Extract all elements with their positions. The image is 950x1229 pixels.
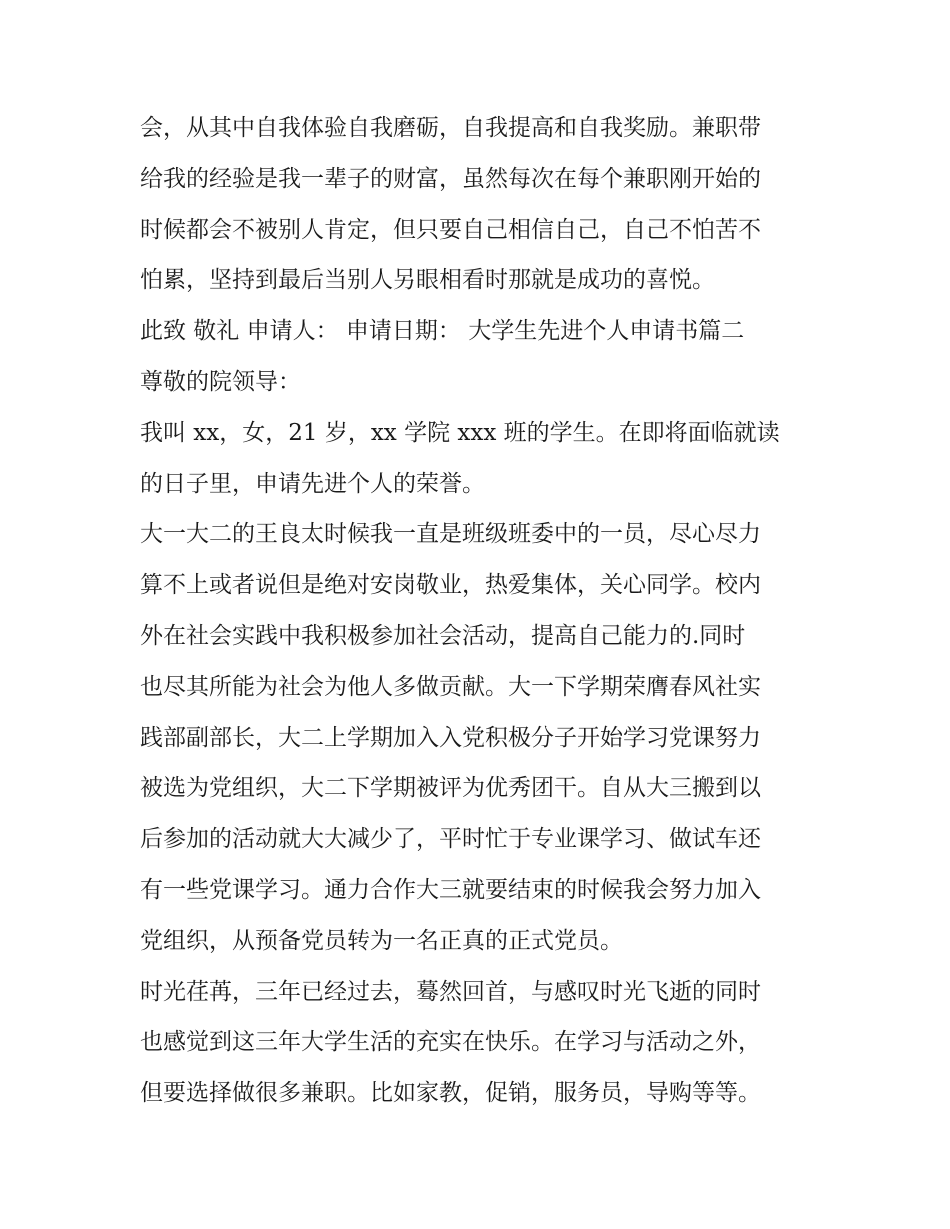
text-line: 被选为党组织，大二下学期被评为优秀团干。自从大三搬到以 (140, 775, 761, 802)
text-line: 尊敬的院领导： (140, 368, 301, 395)
text-line: 后参加的活动就大大减少了，平时忙于专业课学习、做试车还 (140, 826, 761, 853)
text-line: 怕累，坚持到最后当别人另眼相看时那就是成功的喜悦。 (140, 267, 715, 294)
text-line: 但要选择做很多兼职。比如家教，促销，服务员，导购等等。 (140, 1080, 761, 1107)
text-line: 的日子里，申请先进个人的荣誉。 (140, 470, 485, 497)
text-line: 给我的经验是我一辈子的财富，虽然每次在每个兼职刚开始的 (140, 165, 761, 192)
text-line: 也尽其所能为社会为他人多做贡献。大一下学期荣膺春风社实 (140, 673, 761, 700)
text-line: 此致 敬礼 申请人： 申请日期： 大学生先进个人申请书篇二 (140, 318, 745, 345)
text-line: 党组织，从预备党员转为一名正真的正式党员。 (140, 927, 623, 954)
text-line: 大一大二的王良太时候我一直是班级班委中的一员，尽心尽力 (140, 521, 761, 548)
text-line: 有一些党课学习。通力合作大三就要结束的时候我会努力加入 (140, 876, 761, 903)
text-line: 外在社会实践中我积极参加社会活动，提高自己能力的.同时 (140, 622, 746, 649)
document-body (140, 106, 815, 1122)
text-line: 践部副部长，大二上学期加入入党积极分子开始学习党课努力 (140, 724, 761, 751)
text-line: 时光荏苒，三年已经过去，蓦然回首，与感叹时光飞逝的同时 (140, 978, 761, 1005)
text-line: 也感觉到这三年大学生活的充实在快乐。在学习与活动之外， (140, 1029, 761, 1056)
text-line: 时候都会不被别人肯定，但只要自己相信自己，自己不怕苦不 (140, 216, 761, 243)
text-line: 算不上或者说但是绝对安岗敬业，热爱集体，关心同学。校内 (140, 572, 761, 599)
text-line: 我叫 xx，女，21 岁，xx 学院 xxx 班的学生。在即将面临就读 (140, 419, 780, 446)
text-line: 会，从其中自我体验自我磨砺，自我提高和自我奖励。兼职带 (140, 115, 761, 141)
